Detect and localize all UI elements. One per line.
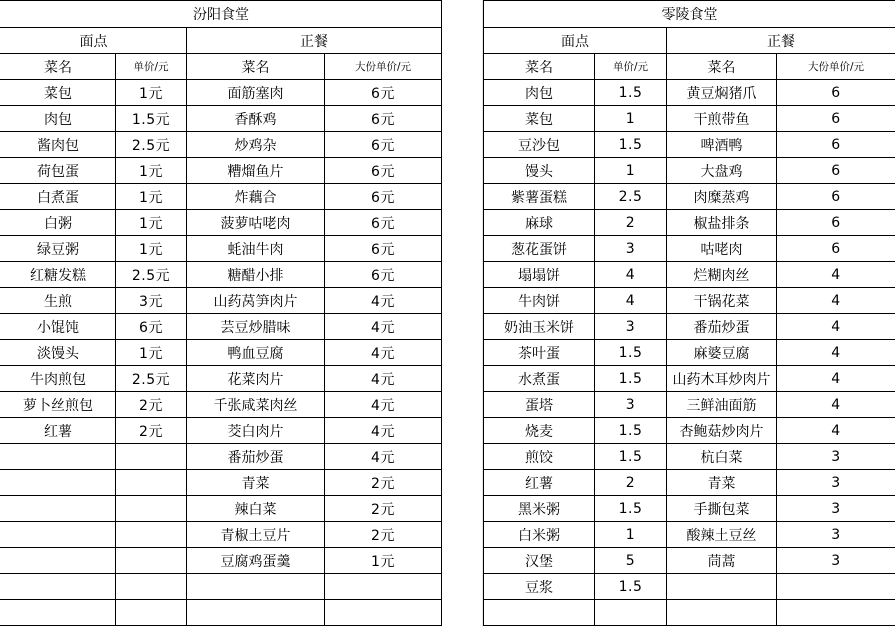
table-row <box>1 574 442 600</box>
large-price-cell: 4 <box>777 340 895 366</box>
dish-name-cell: 青菜 <box>187 470 325 496</box>
table-row <box>484 366 895 392</box>
unit-price-cell <box>116 548 187 574</box>
large-price-cell: 6 <box>777 236 895 262</box>
dish-name-cell: 花菜肉片 <box>187 366 325 392</box>
dish-name-cell: 豆腐鸡蛋羹 <box>187 548 325 574</box>
dish-name-cell: 糖醋小排 <box>187 262 325 288</box>
large-price-cell: 2元 <box>325 470 442 496</box>
unit-price-cell: 1元 <box>116 210 187 236</box>
table-row <box>484 340 895 366</box>
table-row <box>1 470 442 496</box>
large-price-cell: 3 <box>777 470 895 496</box>
dish-name-cell <box>1 600 116 626</box>
unit-price-cell: 3 <box>595 236 667 262</box>
unit-price-cell: 1.5 <box>595 132 667 158</box>
dish-name-cell: 水煮蛋 <box>484 366 595 392</box>
dish-name-cell: 红糖发糕 <box>1 262 116 288</box>
large-price-cell <box>777 574 895 600</box>
dish-name-cell: 咕咾肉 <box>667 236 777 262</box>
unit-price-cell: 1元 <box>116 184 187 210</box>
dish-name-cell: 番茄炒蛋 <box>187 444 325 470</box>
table-row <box>1 106 442 132</box>
table-row <box>1 392 442 418</box>
unit-price-cell: 3 <box>595 314 667 340</box>
unit-price-cell: 2.5元 <box>116 366 187 392</box>
large-price-cell: 6元 <box>325 132 442 158</box>
dish-name-cell: 茶叶蛋 <box>484 340 595 366</box>
large-price-cell: 6元 <box>325 106 442 132</box>
lingling-canteen-table <box>483 0 895 626</box>
dish-name-cell: 牛肉煎包 <box>1 366 116 392</box>
dish-name-cell <box>1 522 116 548</box>
section-header-pastry: 面点 <box>1 28 187 54</box>
dish-name-cell: 蚝油牛肉 <box>187 236 325 262</box>
dish-name-cell: 山药莴笋肉片 <box>187 288 325 314</box>
unit-price-cell <box>116 600 187 626</box>
dish-name-cell: 葱花蛋饼 <box>484 236 595 262</box>
dish-name-cell: 干锅花菜 <box>667 288 777 314</box>
dish-name-cell: 烧麦 <box>484 418 595 444</box>
dish-name-cell <box>187 574 325 600</box>
dish-name-cell: 辣白菜 <box>187 496 325 522</box>
unit-price-cell <box>116 574 187 600</box>
dish-name-cell: 蛋塔 <box>484 392 595 418</box>
table-row <box>1 548 442 574</box>
large-price-cell: 6元 <box>325 210 442 236</box>
large-price-cell: 6 <box>777 158 895 184</box>
unit-price-cell: 2元 <box>116 392 187 418</box>
unit-price-cell: 1元 <box>116 340 187 366</box>
table-row <box>1 496 442 522</box>
table-row <box>484 236 895 262</box>
large-price-cell: 6 <box>777 80 895 106</box>
large-price-cell: 2元 <box>325 522 442 548</box>
large-price-cell: 4元 <box>325 366 442 392</box>
table-row <box>484 548 895 574</box>
dish-name-cell: 青椒土豆片 <box>187 522 325 548</box>
canteen-title: 汾阳食堂 <box>1 1 442 28</box>
dish-name-cell: 白米粥 <box>484 522 595 548</box>
dish-name-cell: 手撕包菜 <box>667 496 777 522</box>
dish-name-cell <box>667 574 777 600</box>
dish-name-cell: 三鲜油面筋 <box>667 392 777 418</box>
dish-name-cell: 菠萝咕咾肉 <box>187 210 325 236</box>
table-row <box>484 600 895 626</box>
unit-price-cell: 1.5 <box>595 444 667 470</box>
unit-price-cell: 1元 <box>116 236 187 262</box>
table-row <box>484 470 895 496</box>
dish-name-cell: 豆沙包 <box>484 132 595 158</box>
dish-name-cell: 鸭血豆腐 <box>187 340 325 366</box>
table-row <box>484 496 895 522</box>
table-row <box>484 184 895 210</box>
dish-name-cell: 汉堡 <box>484 548 595 574</box>
dish-name-cell: 淡馒头 <box>1 340 116 366</box>
column-header-dish: 菜名 <box>667 54 777 80</box>
dish-name-cell: 塌塌饼 <box>484 262 595 288</box>
dish-name-cell <box>1 444 116 470</box>
unit-price-cell <box>116 496 187 522</box>
dish-name-cell: 啤酒鸭 <box>667 132 777 158</box>
dish-name-cell: 糟熘鱼片 <box>187 158 325 184</box>
dish-name-cell: 酱肉包 <box>1 132 116 158</box>
dish-name-cell: 山药木耳炒肉片 <box>667 366 777 392</box>
unit-price-cell: 1 <box>595 158 667 184</box>
column-header-dish: 菜名 <box>187 54 325 80</box>
table-row <box>1 418 442 444</box>
table-row <box>484 574 895 600</box>
unit-price-cell: 2.5 <box>595 184 667 210</box>
large-price-cell: 4元 <box>325 444 442 470</box>
dish-name-cell: 杏鲍菇炒肉片 <box>667 418 777 444</box>
table-row <box>1 340 442 366</box>
large-price-cell: 3 <box>777 496 895 522</box>
table-row <box>1 262 442 288</box>
dish-name-cell: 荷包蛋 <box>1 158 116 184</box>
unit-price-cell <box>116 470 187 496</box>
table-row <box>1 236 442 262</box>
dish-name-cell: 麻球 <box>484 210 595 236</box>
large-price-cell: 4 <box>777 288 895 314</box>
unit-price-cell <box>595 600 667 626</box>
large-price-cell: 4元 <box>325 340 442 366</box>
large-price-cell: 4 <box>777 314 895 340</box>
dish-name-cell: 烂糊肉丝 <box>667 262 777 288</box>
unit-price-cell: 3 <box>595 392 667 418</box>
table-row <box>1 184 442 210</box>
dish-name-cell: 生煎 <box>1 288 116 314</box>
dish-name-cell: 黄豆焖猪爪 <box>667 80 777 106</box>
dish-name-cell: 炒鸡杂 <box>187 132 325 158</box>
table-row <box>484 444 895 470</box>
large-price-cell: 4元 <box>325 288 442 314</box>
table-row <box>484 522 895 548</box>
table-row <box>484 132 895 158</box>
table-row <box>1 600 442 626</box>
dish-name-cell: 紫薯蛋糕 <box>484 184 595 210</box>
unit-price-cell: 4 <box>595 288 667 314</box>
dish-name-cell <box>667 600 777 626</box>
unit-price-cell: 1.5 <box>595 496 667 522</box>
unit-price-cell: 2 <box>595 210 667 236</box>
table-row <box>1 314 442 340</box>
unit-price-cell <box>116 444 187 470</box>
unit-price-cell: 2.5元 <box>116 132 187 158</box>
dish-name-cell <box>187 600 325 626</box>
dish-name-cell: 杭白菜 <box>667 444 777 470</box>
dish-name-cell: 干煎带鱼 <box>667 106 777 132</box>
dish-name-cell: 红薯 <box>1 418 116 444</box>
table-row <box>1 522 442 548</box>
canteen-title: 零陵食堂 <box>484 1 895 28</box>
large-price-cell: 3 <box>777 548 895 574</box>
unit-price-cell: 1元 <box>116 80 187 106</box>
unit-price-cell: 2 <box>595 470 667 496</box>
dish-name-cell: 小馄饨 <box>1 314 116 340</box>
column-header-dish: 菜名 <box>1 54 116 80</box>
dish-name-cell: 绿豆粥 <box>1 236 116 262</box>
section-header-pastry: 面点 <box>484 28 667 54</box>
unit-price-cell <box>116 522 187 548</box>
unit-price-cell: 1.5 <box>595 340 667 366</box>
large-price-cell: 6元 <box>325 184 442 210</box>
large-price-cell: 4 <box>777 366 895 392</box>
dish-name-cell <box>1 574 116 600</box>
dish-name-cell: 肉包 <box>1 106 116 132</box>
unit-price-cell: 1.5 <box>595 366 667 392</box>
dish-name-cell: 菜包 <box>484 106 595 132</box>
column-header-large-price: 大份单价/元 <box>777 54 895 80</box>
dish-name-cell: 豆浆 <box>484 574 595 600</box>
unit-price-cell: 4 <box>595 262 667 288</box>
unit-price-cell: 1.5 <box>595 418 667 444</box>
column-header-unit-price: 单价/元 <box>116 54 187 80</box>
dish-name-cell: 萝卜丝煎包 <box>1 392 116 418</box>
unit-price-cell: 1元 <box>116 158 187 184</box>
table-row <box>484 106 895 132</box>
section-header-meal: 正餐 <box>667 28 895 54</box>
large-price-cell <box>777 600 895 626</box>
dish-name-cell <box>1 496 116 522</box>
large-price-cell: 4 <box>777 418 895 444</box>
column-header-unit-price: 单价/元 <box>595 54 667 80</box>
dish-name-cell: 椒盐排条 <box>667 210 777 236</box>
large-price-cell: 6 <box>777 210 895 236</box>
fenyang-canteen-table <box>0 0 442 626</box>
large-price-cell: 4 <box>777 392 895 418</box>
unit-price-cell: 1.5元 <box>116 106 187 132</box>
dish-name-cell: 馒头 <box>484 158 595 184</box>
large-price-cell: 6 <box>777 106 895 132</box>
unit-price-cell: 1.5 <box>595 80 667 106</box>
large-price-cell: 4 <box>777 262 895 288</box>
large-price-cell: 4元 <box>325 314 442 340</box>
unit-price-cell: 2元 <box>116 418 187 444</box>
unit-price-cell: 3元 <box>116 288 187 314</box>
dish-name-cell: 青菜 <box>667 470 777 496</box>
large-price-cell: 6元 <box>325 236 442 262</box>
dish-name-cell: 黑米粥 <box>484 496 595 522</box>
large-price-cell: 2元 <box>325 496 442 522</box>
dish-name-cell: 番茄炒蛋 <box>667 314 777 340</box>
dish-name-cell: 千张咸菜肉丝 <box>187 392 325 418</box>
dish-name-cell <box>1 548 116 574</box>
table-row <box>1 132 442 158</box>
unit-price-cell: 6元 <box>116 314 187 340</box>
dish-name-cell: 芸豆炒腊味 <box>187 314 325 340</box>
table-row <box>1 288 442 314</box>
large-price-cell: 6元 <box>325 158 442 184</box>
dish-name-cell: 白煮蛋 <box>1 184 116 210</box>
table-row <box>1 210 442 236</box>
dish-name-cell: 麻婆豆腐 <box>667 340 777 366</box>
dish-name-cell: 炸藕合 <box>187 184 325 210</box>
table-row <box>484 418 895 444</box>
table-row <box>1 80 442 106</box>
unit-price-cell: 5 <box>595 548 667 574</box>
section-header-meal: 正餐 <box>187 28 442 54</box>
large-price-cell: 4元 <box>325 392 442 418</box>
unit-price-cell: 1.5 <box>595 574 667 600</box>
dish-name-cell: 煎饺 <box>484 444 595 470</box>
dish-name-cell <box>484 600 595 626</box>
large-price-cell: 6元 <box>325 80 442 106</box>
table-row <box>484 392 895 418</box>
dish-name-cell: 菜包 <box>1 80 116 106</box>
dish-name-cell: 牛肉饼 <box>484 288 595 314</box>
column-header-dish: 菜名 <box>484 54 595 80</box>
large-price-cell: 3 <box>777 444 895 470</box>
large-price-cell: 3 <box>777 522 895 548</box>
dish-name-cell: 肉包 <box>484 80 595 106</box>
large-price-cell: 6 <box>777 184 895 210</box>
dish-name-cell <box>1 470 116 496</box>
table-row <box>1 444 442 470</box>
dish-name-cell: 酸辣土豆丝 <box>667 522 777 548</box>
large-price-cell: 4元 <box>325 418 442 444</box>
large-price-cell <box>325 600 442 626</box>
dish-name-cell: 大盘鸡 <box>667 158 777 184</box>
table-row <box>484 288 895 314</box>
column-header-large-price: 大份单价/元 <box>325 54 442 80</box>
dish-name-cell: 茭白肉片 <box>187 418 325 444</box>
table-row <box>1 158 442 184</box>
dish-name-cell: 白粥 <box>1 210 116 236</box>
table-row <box>1 366 442 392</box>
table-row <box>484 210 895 236</box>
unit-price-cell: 1 <box>595 522 667 548</box>
dish-name-cell: 香酥鸡 <box>187 106 325 132</box>
dish-name-cell: 肉糜蒸鸡 <box>667 184 777 210</box>
large-price-cell: 6 <box>777 132 895 158</box>
large-price-cell: 6元 <box>325 262 442 288</box>
table-row <box>484 80 895 106</box>
table-row <box>484 262 895 288</box>
dish-name-cell: 红薯 <box>484 470 595 496</box>
dish-name-cell: 茼蒿 <box>667 548 777 574</box>
unit-price-cell: 2.5元 <box>116 262 187 288</box>
table-row <box>484 314 895 340</box>
unit-price-cell: 1 <box>595 106 667 132</box>
large-price-cell <box>325 574 442 600</box>
large-price-cell: 1元 <box>325 548 442 574</box>
dish-name-cell: 奶油玉米饼 <box>484 314 595 340</box>
table-row <box>484 158 895 184</box>
dish-name-cell: 面筋塞肉 <box>187 80 325 106</box>
